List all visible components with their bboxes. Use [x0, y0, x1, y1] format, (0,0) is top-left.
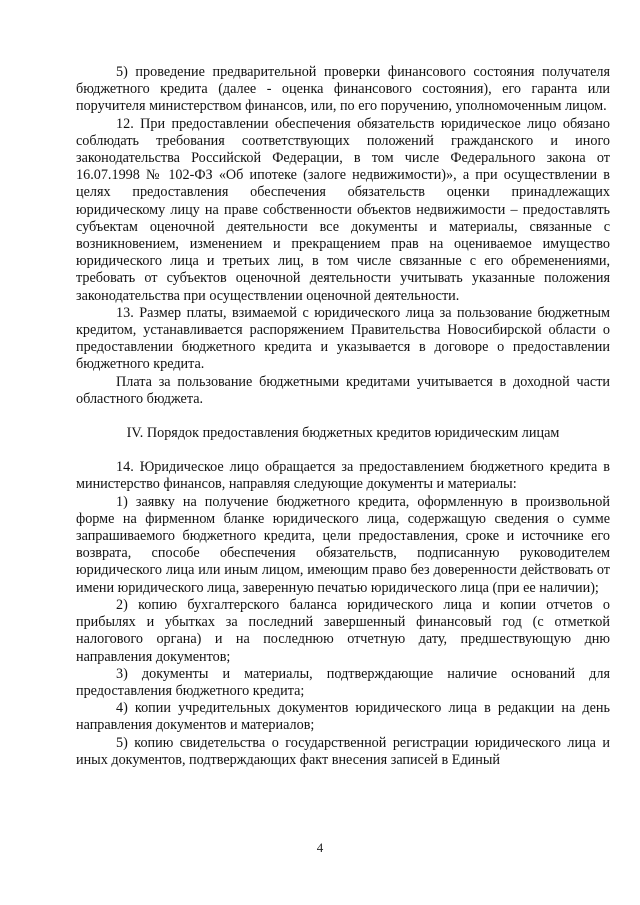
- paragraph-14: 14. Юридическое лицо обращается за предоставлением бюджетного кредита в министерство финансов, направляя следующие документы и материалы:: [76, 459, 610, 493]
- paragraph-12: 12. При предоставлении обеспечения обязательств юридическое лицо обязано соблюдать требования соответствующих положений гражданского и иного законодательства Российской Федерации, в том числе Федерального закона от 16.07.1998 № 102-ФЗ «Об ипотеке (залоге недвижимости)», а при осуществлении в целях предоставления обеспечения обязательств оценки принадлежащих юридическому лицу на праве собственности объектов недвижимости – предоставлять субъектам оценочной деятельности все документы и материалы, связанные с возникновением, изменением и прекращением прав на оцениваемое имущество юридического лица и третьих лиц, в том числе связанные с его обременениями, требовать от субъектов оценочной деятельности учитывать указанные положения законодательства при осуществлении оценочной деятельности.: [76, 115, 610, 304]
- paragraph-item-5b: 5) копию свидетельства о государственной регистрации юридического лица и иных документов, подтверждающих факт внесения записей в Единый: [76, 734, 610, 768]
- paragraph-item-5: 5) проведение предварительной проверки финансового состояния получателя бюджетного кредита (далее - оценка финансового состояния), его гаранта или поручителя министерством финансов, или, по его поручению, уполномоченным лицом.: [76, 64, 610, 115]
- paragraph-fee: Плата за пользование бюджетными кредитами учитывается в доходной части областного бюджета.: [76, 373, 610, 407]
- page-number: 4: [316, 840, 324, 855]
- paragraph-item-1: 1) заявку на получение бюджетного кредита, оформленную в произвольной форме на фирменном бланке юридического лица, содержащую сведения о сумме запрашиваемого бюджетного кредита, цели предоставления, сроке и источнике его возврата, способе обеспечения обязательств, подписанную руководителем юридического лица или иным лицом, имеющим право без доверенности действовать от имени юридического лица, заверенную печатью юридического лица (при ее наличии);: [76, 493, 610, 596]
- paragraph-13: 13. Размер платы, взимаемой с юридического лица за пользование бюджетным кредитом, устанавливается распоряжением Правительства Новосибирской области о предоставлении бюджетного кредита и указывается в договоре о предоставлении бюджетного кредита.: [76, 304, 610, 373]
- paragraph-item-2: 2) копию бухгалтерского баланса юридического лица и копии отчетов о прибылях и убытках за последний завершенный финансовый год (с отметкой налогового органа) и на последнюю отчетную дату, предшествующую дню направления документов;: [76, 596, 610, 665]
- paragraph-item-4: 4) копии учредительных документов юридического лица в редакции на день направления документов и материалов;: [76, 700, 610, 734]
- spacer: [76, 408, 610, 425]
- document-body: [76, 64, 610, 769]
- spacer: [76, 442, 610, 459]
- paragraph-item-3: 3) документы и материалы, подтверждающие наличие оснований для предоставления бюджетного кредита;: [76, 665, 610, 699]
- section-heading: IV. Порядок предоставления бюджетных кредитов юридическим лицам: [126, 425, 560, 442]
